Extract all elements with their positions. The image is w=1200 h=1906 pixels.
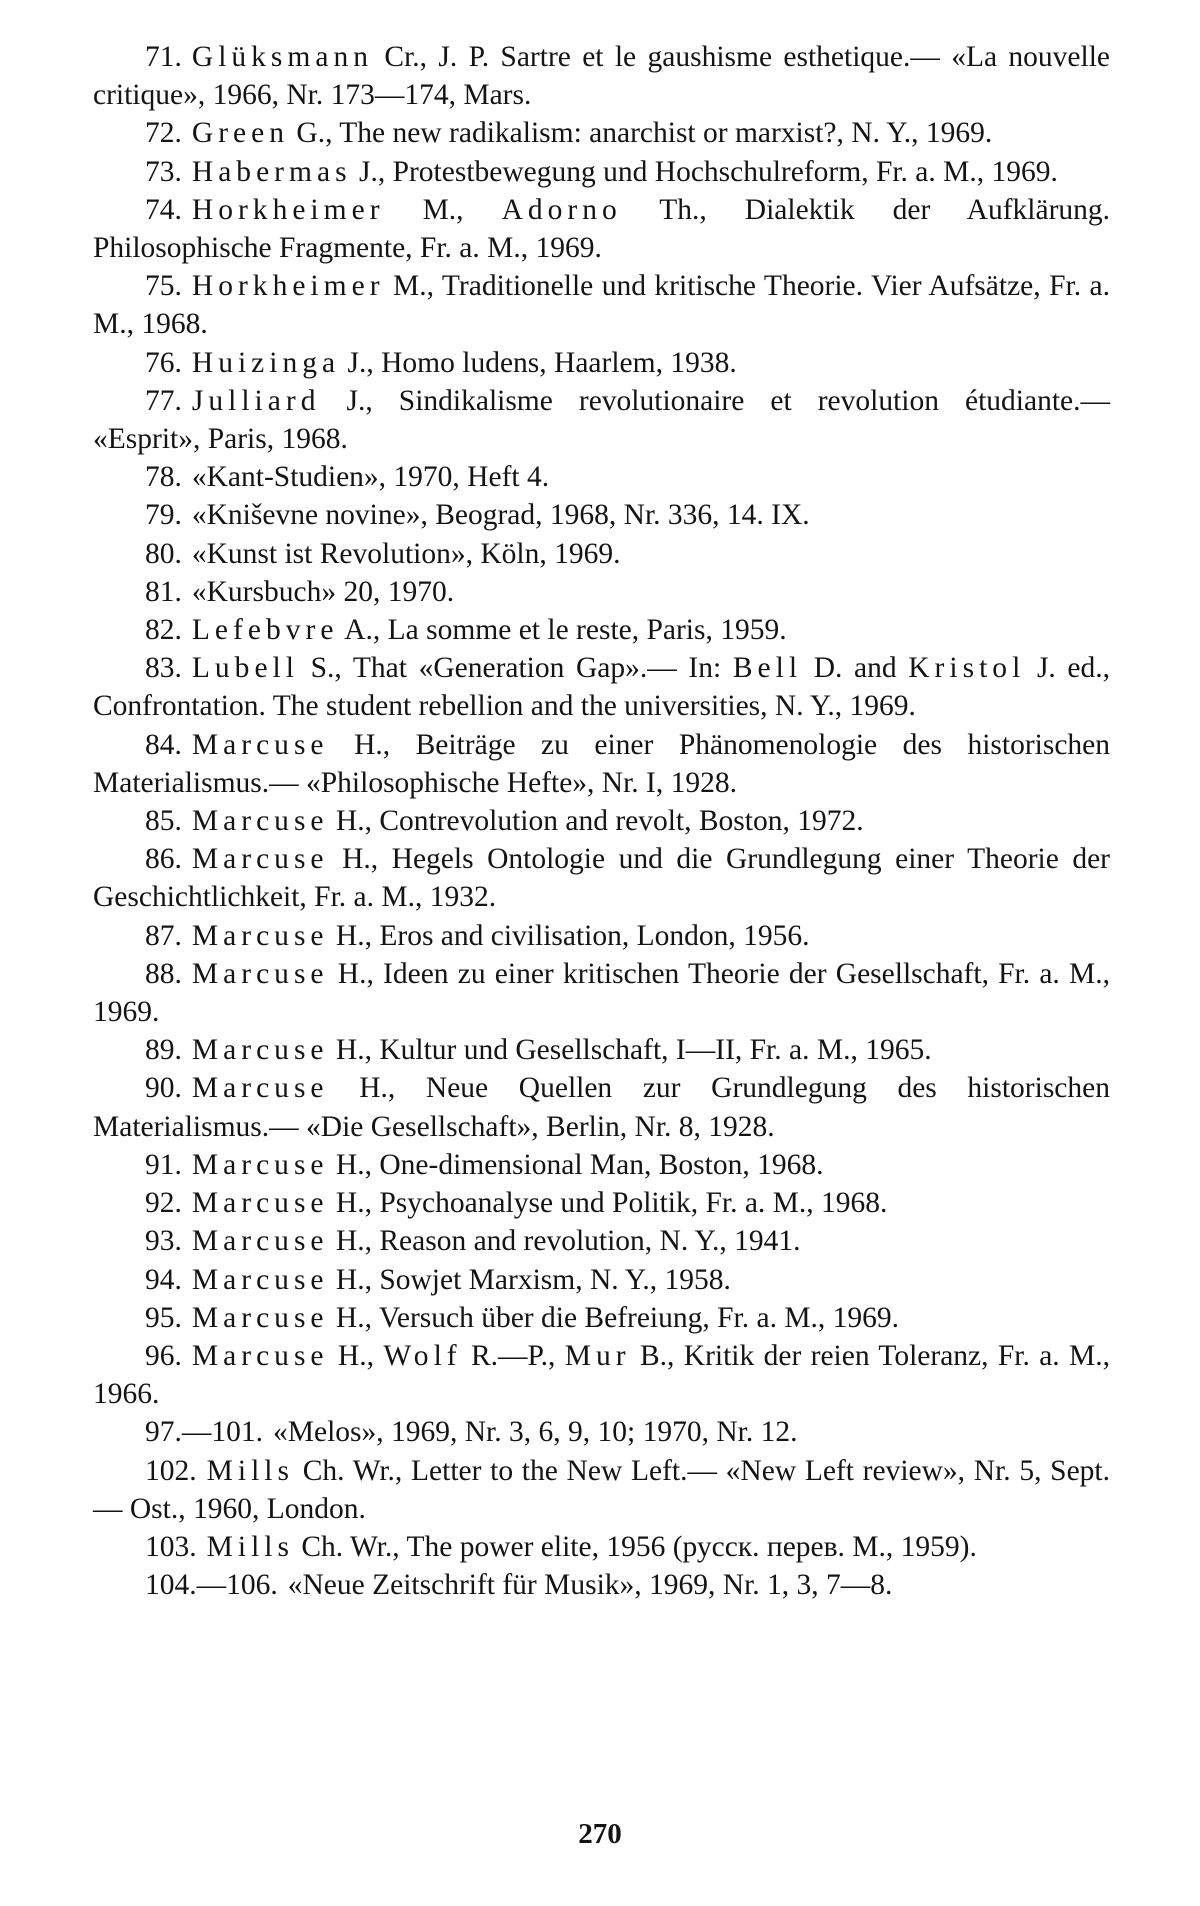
bibliography-entry	[93, 649, 1110, 725]
entry-text: M.,	[422, 193, 502, 226]
entry-author: Marcuse	[191, 1072, 329, 1105]
entry-number: 104.—106.	[145, 1569, 278, 1602]
entry-author: Adorno	[501, 193, 622, 226]
entry-text: Ch. Wr., The power elite, 1956 (русск. перев. М., 1959).	[301, 1530, 977, 1563]
entry-number: 87.	[145, 919, 182, 952]
bibliography-entry	[93, 382, 1110, 458]
entry-author: Julliard	[191, 384, 321, 417]
entry-author: Marcuse	[191, 1263, 329, 1296]
entry-author: Lefebvre	[191, 614, 339, 647]
entry-author: Marcuse	[191, 728, 329, 761]
entry-author: Marcuse	[191, 957, 329, 990]
bibliography-entry	[93, 1299, 1110, 1337]
entry-author: Mur	[564, 1339, 631, 1372]
bibliography-entry	[93, 1566, 1110, 1604]
entry-number: 90.	[145, 1072, 182, 1105]
entry-number: 93.	[145, 1225, 182, 1258]
entry-text: J., Homo ludens, Haarlem, 1938.	[347, 346, 737, 379]
entry-author: Marcuse	[191, 843, 329, 876]
entry-text: H., Versuch über die Befreiung, Fr. a. M., 1969.	[335, 1301, 900, 1334]
bibliography-entry	[93, 1261, 1110, 1299]
entry-author: Horkheimer	[191, 193, 385, 226]
entry-text: A., La somme et le reste, Paris, 1959.	[344, 614, 787, 647]
entry-text: «Kniševne novine», Beograd, 1968, Nr. 336, 14. IX.	[191, 499, 810, 532]
entry-number: 102.	[145, 1454, 197, 1487]
entry-number: 82.	[145, 614, 182, 647]
entry-number: 76.	[145, 346, 182, 379]
entry-number: 72.	[145, 117, 182, 150]
entry-author: Mills	[206, 1454, 294, 1487]
entry-text: H., Sowjet Marxism, N. Y., 1958.	[335, 1263, 731, 1296]
entry-text: H., Psychoanalyse und Politik, Fr. a. M., 1968.	[335, 1187, 888, 1220]
entry-number: 83.	[145, 652, 182, 685]
entry-author: Horkheimer	[191, 270, 385, 303]
entry-number: 94.	[145, 1263, 182, 1296]
entry-text: J., Protestbewegung und Hochschulreform, Fr. a. M., 1969.	[358, 155, 1058, 188]
bibliography-entry	[93, 1146, 1110, 1184]
entry-text: H., Contrevolution and revolt, Boston, 1972.	[335, 805, 864, 838]
entry-text: «Kant-Studien», 1970, Heft 4.	[191, 461, 550, 494]
entry-author: Marcuse	[191, 1034, 329, 1067]
entry-text: M., Traditionelle und kritische Theorie. Vier Aufsätze, Fr. a. M., 1968.	[93, 270, 1111, 341]
entry-number: 84.	[145, 728, 182, 761]
entry-text: S., That «Generation Gap».— In:	[310, 652, 733, 685]
page-number: 270	[578, 1818, 622, 1850]
entry-author: Glüksmann	[191, 41, 374, 73]
bibliography-entry	[93, 344, 1110, 382]
entry-text: D. and	[813, 652, 909, 685]
entry-author: Habermas	[191, 155, 352, 188]
bibliography-list	[93, 38, 1110, 1604]
entry-number: 75.	[145, 270, 182, 303]
bibliography-entry	[93, 496, 1110, 534]
entry-author: Mills	[206, 1530, 294, 1563]
entry-author: Marcuse	[191, 1301, 329, 1334]
bibliography-entry	[93, 153, 1110, 191]
entry-number: 77.	[145, 384, 182, 417]
entry-number: 78.	[145, 461, 182, 494]
bibliography-entry	[93, 917, 1110, 955]
entry-text: H., Hegels Ontologie und die Grundlegung einer Theorie der Geschichtlichkeit, Fr. a. M., 1932.	[93, 843, 1111, 914]
entry-text: H., Neue Quellen zur Grundlegung des historischen Materialismus.— «Die Gesellschaft», Berlin, Nr. 8, 1928.	[93, 1072, 1110, 1143]
bibliography-entry	[93, 267, 1110, 343]
bibliography-entry	[93, 1452, 1110, 1528]
entry-text: H., Ideen zu einer kritischen Theorie der Gesellschaft, Fr. a. M., 1969.	[93, 957, 1110, 1029]
entry-number: 88.	[145, 957, 182, 990]
entry-text: Ch. Wr., Letter to the New Left.— «New Left review», Nr. 5, Sept.— Ost., 1960, London.	[93, 1454, 1110, 1525]
entry-author: Bell	[732, 652, 803, 685]
entry-number: 79.	[145, 499, 182, 532]
entry-number: 96.	[145, 1339, 182, 1372]
bibliography-entry	[93, 1528, 1110, 1566]
entry-author: Huizinga	[191, 346, 341, 379]
bibliography-entry	[93, 535, 1110, 573]
entry-author: Green	[191, 117, 290, 150]
entry-number: 92.	[145, 1187, 182, 1220]
entry-number: 91.	[145, 1148, 182, 1181]
entry-text: H., One-dimensional Man, Boston, 1968.	[335, 1148, 824, 1181]
bibliography-entry	[93, 458, 1110, 496]
entry-number: 81.	[145, 575, 182, 608]
entry-number: 95.	[145, 1301, 182, 1334]
entry-text: R.—P.,	[470, 1339, 565, 1372]
entry-number: 103.	[145, 1530, 197, 1563]
entry-author: Marcuse	[191, 1339, 329, 1372]
entry-text: G., The new radikalism: anarchist or marxist?, N. Y., 1969.	[296, 117, 993, 150]
bibliography-entry	[93, 38, 1110, 114]
entry-author: Kristol	[908, 652, 1026, 685]
entry-author: Marcuse	[191, 1225, 329, 1258]
entry-text: H., Kultur und Gesellschaft, I—II, Fr. a. M., 1965.	[335, 1034, 932, 1067]
entry-number: 97.—101.	[145, 1416, 263, 1449]
entry-number: 73.	[145, 155, 182, 188]
entry-text: «Neue Zeitschrift für Musik», 1969, Nr. 1, 3, 7—8.	[287, 1569, 893, 1602]
entry-text: Cr., J. P. Sartre et le gaushisme esthetique.— «La nouvelle critique», 1966, Nr. 173—174, Mars.	[93, 41, 1111, 112]
bibliography-entry	[93, 611, 1110, 649]
entry-number: 85.	[145, 805, 182, 838]
bibliography-entry	[93, 955, 1110, 1031]
entry-author: Marcuse	[191, 1148, 329, 1181]
entry-text: H., Beiträge zu einer Phänomenologie des historischen Materialismus.— «Philosophische Hefte», Nr. I, 1928.	[93, 728, 1111, 799]
entry-number: 89.	[145, 1034, 182, 1067]
bibliography-entry	[93, 802, 1110, 840]
bibliography-entry	[93, 573, 1110, 611]
bibliography-entry	[93, 191, 1110, 267]
entry-number: 74.	[145, 193, 182, 226]
entry-author: Lubell	[191, 652, 299, 685]
bibliography-entry	[93, 1337, 1110, 1413]
entry-author: Wolf	[383, 1339, 462, 1372]
entry-text: «Melos», 1969, Nr. 3, 6, 9, 10; 1970, Nr. 12.	[273, 1416, 798, 1449]
entry-text: «Kunst ist Revolution», Köln, 1969.	[191, 537, 621, 570]
bibliography-entry	[93, 1413, 1110, 1451]
bibliography-entry	[93, 1222, 1110, 1260]
entry-author: Marcuse	[191, 1187, 329, 1220]
entry-text: H.,	[337, 1339, 384, 1372]
entry-text: Th., Dialektik der Aufklärung. Philosophische Fragmente, Fr. a. M., 1969.	[93, 193, 1111, 265]
entry-text: J., Sindikalisme revolutionaire et revolution étudiante.— «Esprit», Paris, 1968.	[93, 384, 1110, 456]
bibliography-entry	[93, 1069, 1110, 1145]
entry-text: H., Reason and revolution, N. Y., 1941.	[335, 1225, 801, 1258]
entry-author: Marcuse	[191, 919, 329, 952]
entry-number: 71.	[145, 41, 182, 73]
bibliography-entry	[93, 726, 1110, 802]
bibliography-entry	[93, 1184, 1110, 1222]
entry-text: J. ed., Confrontation. The student rebellion and the universities, N. Y., 1969.	[93, 652, 1111, 723]
entry-author: Marcuse	[191, 805, 329, 838]
bibliography-entry	[93, 1031, 1110, 1069]
entry-number: 86.	[145, 843, 182, 876]
entry-text: B., Kritik der reien Toleranz, Fr. a. M., 1966.	[93, 1339, 1111, 1411]
entry-text: «Kursbuch» 20, 1970.	[191, 575, 455, 608]
entry-text: H., Eros and civilisation, London, 1956.	[335, 919, 810, 952]
bibliography-entry	[93, 840, 1110, 916]
entry-number: 80.	[145, 537, 182, 570]
bibliography-entry	[93, 114, 1110, 152]
